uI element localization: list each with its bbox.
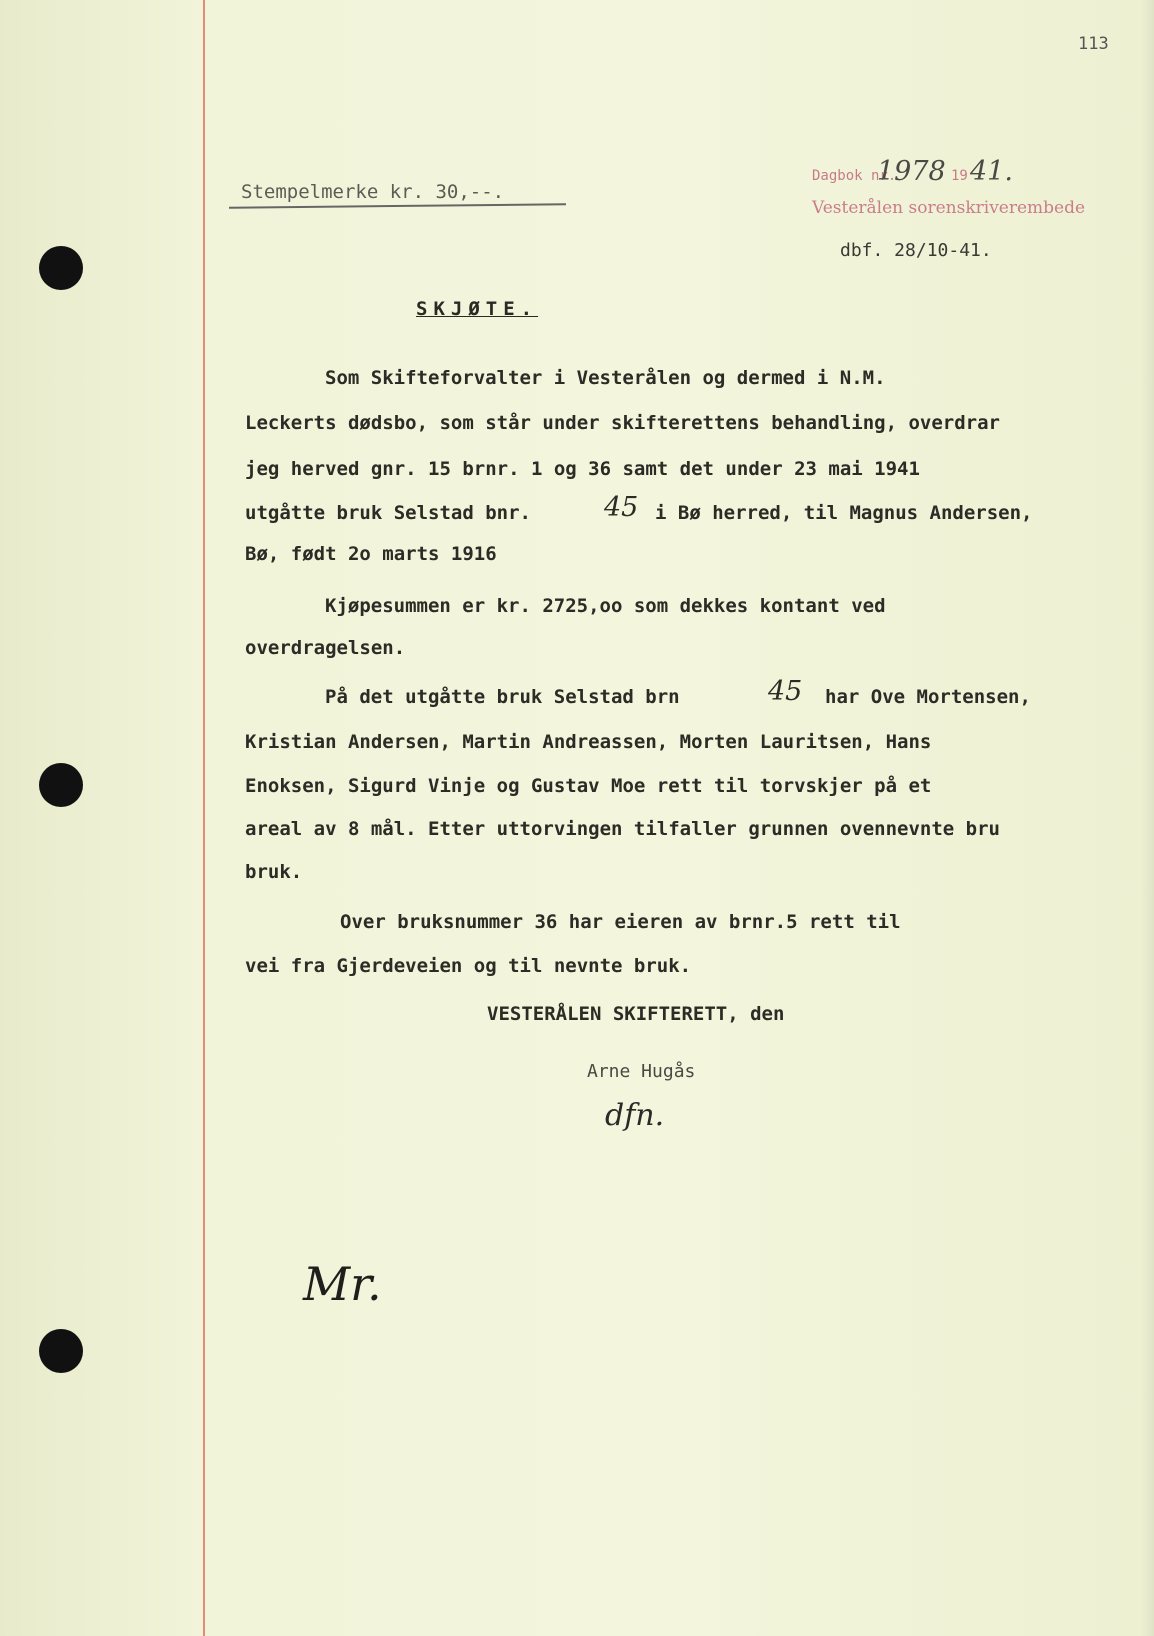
body-line: har Ove Mortensen, xyxy=(825,686,1031,708)
body-line: overdragelsen. xyxy=(245,637,406,659)
court-signoff: VESTERÅLEN SKIFTERETT, den xyxy=(487,1003,785,1025)
punch-hole xyxy=(39,763,83,807)
journal-year: 41. xyxy=(970,156,1013,187)
page-number: 113 xyxy=(1078,34,1109,54)
body-line: i Bø herred, til Magnus Andersen, xyxy=(655,502,1033,524)
punch-hole xyxy=(39,246,83,290)
stamp-duty-underline xyxy=(229,203,566,209)
journal-number: 1978 xyxy=(877,156,946,187)
body-line: jeg herved gnr. 15 brnr. 1 og 36 samt det under 23 mai 1941 xyxy=(245,458,920,480)
handwritten-initials: dfn. xyxy=(605,1098,665,1133)
journal-stamp-label: Dagbok nr. xyxy=(812,168,897,184)
body-line: Leckerts dødsbo, som står under skifterettens behandling, overdrar xyxy=(245,412,1000,434)
handwritten-brn: 45 xyxy=(768,676,803,707)
body-line: Kristian Andersen, Martin Andreassen, Morten Lauritsen, Hans xyxy=(245,731,932,753)
stamp-duty: Stempelmerke kr. 30,--. xyxy=(241,181,505,203)
journal-year-prefix: 19 xyxy=(951,168,968,184)
handwritten-bnr: 45 xyxy=(604,492,639,523)
page-edge xyxy=(1140,0,1154,1636)
body-line: Bø, født 2o marts 1916 xyxy=(245,543,497,565)
signer-name: Arne Hugås xyxy=(587,1061,696,1082)
body-line: Enoksen, Sigurd Vinje og Gustav Moe rett til torvskjer på et xyxy=(245,775,932,797)
body-line: Over bruksnummer 36 har eieren av brnr.5 rett til xyxy=(340,911,901,933)
body-line: Kjøpesummen er kr. 2725,oo som dekkes kontant ved xyxy=(325,595,886,617)
body-line: På det utgåtte bruk Selstad brn xyxy=(325,686,680,708)
office-stamp: Vesterålen sorenskriverembede xyxy=(812,198,1086,218)
body-line: utgåtte bruk Selstad bnr. xyxy=(245,502,531,524)
body-line: bruk. xyxy=(245,861,303,883)
margin-handwritten-initials: Mr. xyxy=(303,1257,382,1311)
registration-date: dbf. 28/10-41. xyxy=(840,240,992,261)
document-title: SKJØTE. xyxy=(416,298,539,320)
punch-hole xyxy=(39,1329,83,1373)
body-line: Som Skifteforvalter i Vesterålen og dermed i N.M. xyxy=(325,367,886,389)
body-line: vei fra Gjerdeveien og til nevnte bruk. xyxy=(245,955,692,977)
margin-rule xyxy=(203,0,205,1636)
body-line: areal av 8 mål. Etter uttorvingen tilfaller grunnen ovennevnte bru xyxy=(245,818,1000,840)
